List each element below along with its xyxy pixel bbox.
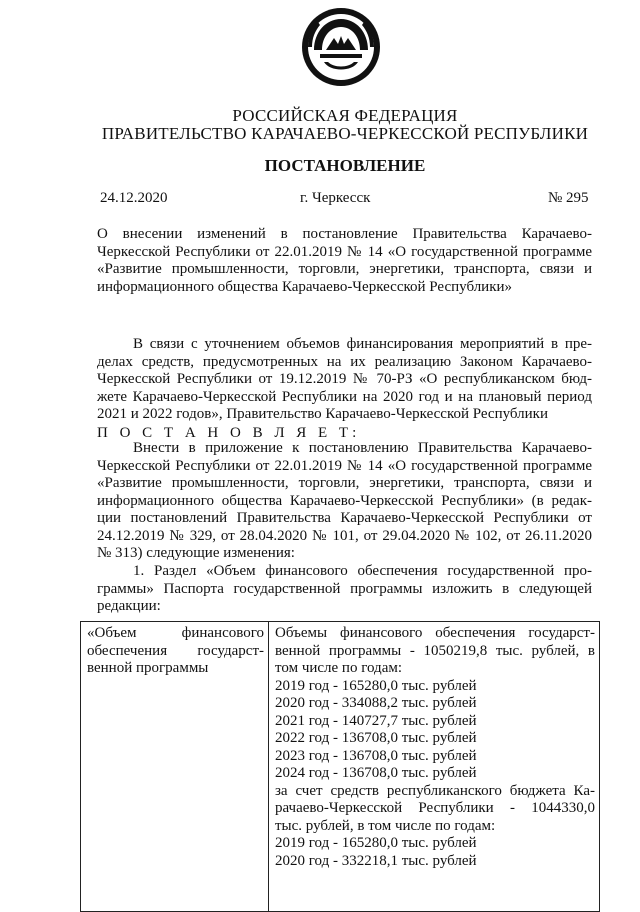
value-line: том числе по годам:	[275, 660, 403, 676]
preamble-line: 2021 и 2022 годов», Правительство Карачаево-Черкесской Республики	[97, 406, 548, 422]
program-funding-table	[80, 621, 600, 912]
document-city: г. Черкесск	[300, 190, 371, 206]
value-line: за счет средств республиканского бюджета Ка-	[275, 782, 595, 799]
value-line: 2019 год - 165280,0 тыс. рублей	[275, 835, 477, 851]
value-line: Объемы финансового обеспечения государст-	[275, 625, 595, 641]
government-name: ПРАВИТЕЛЬСТВО КАРАЧАЕВО-ЧЕРКЕССКОЙ РЕСПУБЛИКИ	[101, 124, 589, 143]
document-date: 24.12.2020	[100, 190, 168, 206]
label-line: венной программы	[87, 660, 209, 676]
coat-of-arms-icon	[300, 6, 382, 88]
value-line: 2024 год - 136708,0 тыс. рублей	[275, 765, 477, 781]
item-line: «Развитие промышленности, торговли, энергетики, транспорта, связи и	[97, 475, 592, 491]
subject-line: «Развитие промышленности, торговли, энергетики, транспорта, связи и	[97, 261, 592, 277]
table-cell-label	[81, 622, 269, 912]
label-line: обеспечения государст-	[87, 642, 264, 659]
value-line: 2022 год - 136708,0 тыс. рублей	[275, 730, 477, 746]
value-line: тыс. рублей, в том числе по годам:	[275, 817, 496, 834]
country-name: РОССИЙСКАЯ ФЕДЕРАЦИЯ	[232, 106, 458, 125]
preamble-line: делах средств, предусмотренных на их реализацию Законом Карачаево-	[97, 353, 592, 370]
value-line: рачаево-Черкесской Республики - 1044330,0	[275, 800, 595, 816]
document-subject	[97, 226, 592, 296]
value-line: 2023 год - 136708,0 тыс. рублей	[275, 747, 477, 764]
item-line: информационного общества Карачаево-Черкесской Республики» (в редак-	[97, 492, 592, 509]
table-row	[81, 622, 600, 912]
preamble-paragraph	[97, 336, 592, 424]
value-line: 2020 год - 334088,2 тыс. рублей	[275, 695, 477, 711]
item-line: Внести в приложение к постановлению Правительства Карачаево-	[133, 440, 592, 456]
section-line: 1. Раздел «Объем финансового обеспечения государственной про-	[133, 563, 592, 579]
preamble-line: В связи с уточнением объемов финансирования мероприятий в пре-	[133, 336, 592, 352]
table-cell-value	[269, 622, 600, 912]
document-number: № 295	[548, 190, 589, 206]
subject-line: Черкесской Республики от 22.01.2019 № 14 «О государственной программе	[97, 243, 592, 260]
item-line: ции постановлений Правительства Карачаево-Черкесской Республики от	[97, 510, 592, 526]
resolves-word: П О С Т А Н О В Л Я Е Т:	[97, 425, 361, 441]
item-intro-paragraph	[97, 440, 592, 563]
value-line: 2021 год - 140727,7 тыс. рублей	[275, 712, 477, 729]
subject-line: О внесении изменений в постановление Правительства Карачаево-	[97, 226, 592, 242]
section-line: редакции:	[97, 598, 161, 614]
item-line: № 313) следующие изменения:	[97, 545, 295, 561]
subject-line: информационного общества Карачаево-Черкесской Республики»	[97, 278, 513, 295]
label-line: «Объем финансового	[87, 625, 264, 641]
value-line: 2020 год - 332218,1 тыс. рублей	[275, 852, 477, 869]
section-line: граммы» Паспорта государственной программы изложить в следующей	[97, 580, 592, 597]
value-line: 2019 год - 165280,0 тыс. рублей	[275, 677, 477, 694]
preamble-line: жете Карачаево-Черкесской Республики на 2020 год и на плановый период	[97, 388, 592, 405]
preamble-line: Черкесской Республики от 19.12.2019 № 70-РЗ «О республиканском бюд-	[97, 371, 592, 387]
value-line: венной программы - 1050219,8 тыс. рублей, в	[275, 642, 595, 659]
item-line: 24.12.2019 № 329, от 28.04.2020 № 101, от 29.04.2020 № 102, от 26.11.2020	[97, 527, 592, 544]
document-type: ПОСТАНОВЛЕНИЕ	[264, 156, 426, 175]
section-one-paragraph	[97, 563, 592, 616]
item-line: Черкесской Республики от 22.01.2019 № 14 «О государственной программе	[97, 457, 592, 474]
